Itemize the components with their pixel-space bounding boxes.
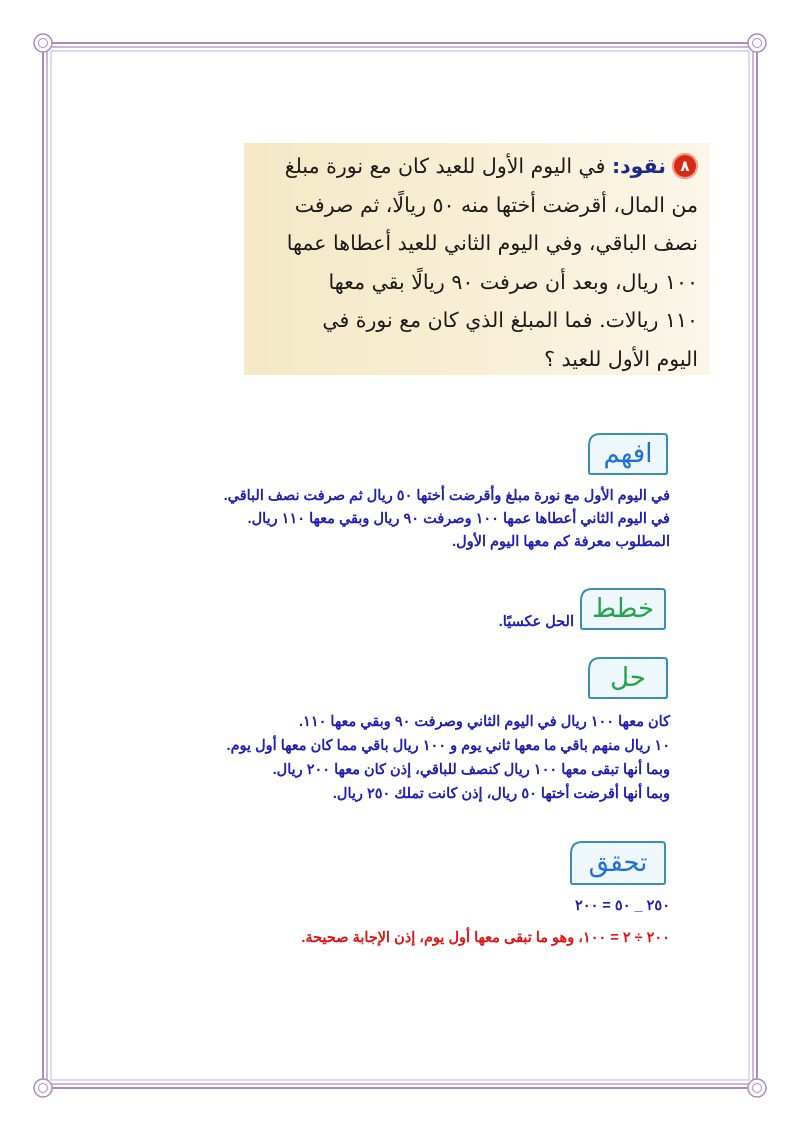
solve-line: كان معها ١٠٠ ريال في اليوم الثاني وصرفت ٩٠ وبقي معها ١١٠. bbox=[299, 714, 670, 730]
check-label: تحقق bbox=[588, 848, 648, 878]
problem-line: من المال، أقرضت أختها منه ٥٠ ريالًا، ثم صرفت bbox=[294, 192, 698, 217]
understand-text bbox=[224, 485, 670, 554]
problem-line-text: في اليوم الأول للعيد كان مع نورة مبلغ bbox=[284, 154, 606, 178]
solve-line: وبما أنها تبقى معها ١٠٠ ريال كنصف للباقي، إذن كان معها ٢٠٠ ريال. bbox=[272, 762, 670, 778]
understand-line: في اليوم الثاني أعطاها عمها ١٠٠ وصرفت ٩٠ ريال وبقي معها ١١٠ ريال. bbox=[247, 511, 670, 527]
problem-box bbox=[244, 143, 710, 375]
plan-tag bbox=[580, 587, 666, 631]
solve-line: ١٠ ريال منهم باقي ما معها ثاني يوم و ١٠٠ ريال باقي مما كان معها أول يوم. bbox=[226, 738, 670, 754]
check-equation: ٢٥٠ _ ٥٠ = ٢٠٠ bbox=[575, 898, 670, 914]
plan-text: الحل عكسيًا. bbox=[498, 614, 574, 630]
problem-line: نصف الباقي، وفي اليوم الثاني للعيد أعطاها عمها bbox=[286, 231, 698, 255]
solve-line: وبما أنها أقرضت أختها ٥٠ ريال، إذن كانت تملك ٢٥٠ ريال. bbox=[332, 786, 670, 802]
check-conclusion: ٢٠٠ ÷ ٢ = ١٠٠، وهو ما تبقى معها أول يوم، إذن الإجابة صحيحة. bbox=[301, 930, 670, 946]
solve-tag bbox=[588, 656, 668, 700]
understand-label: افهم bbox=[603, 439, 653, 469]
understand-tag bbox=[588, 432, 668, 476]
problem-number-badge: ٨ bbox=[672, 153, 698, 179]
solve-label: حل bbox=[610, 663, 646, 693]
problem-line: ١٠٠ ريال، وبعد أن صرفت ٩٠ ريالًا بقي معها bbox=[328, 269, 698, 294]
understand-line: المطلوب معرفة كم معها اليوم الأول. bbox=[452, 534, 670, 550]
understand-line: في اليوم الأول مع نورة مبلغ وأقرضت أختها ٥٠ ريال ثم صرفت نصف الباقي. bbox=[223, 488, 670, 504]
solve-text bbox=[227, 710, 670, 806]
check-tag bbox=[570, 840, 666, 886]
problem-keyword: نقود: bbox=[611, 154, 666, 178]
problem-line: اليوم الأول للعيد ؟ bbox=[544, 346, 698, 371]
problem-line bbox=[254, 147, 698, 186]
plan-label: خطط bbox=[591, 594, 655, 624]
problem-line: ١١٠ ريالات. فما المبلغ الذي كان مع نورة في bbox=[322, 308, 698, 332]
